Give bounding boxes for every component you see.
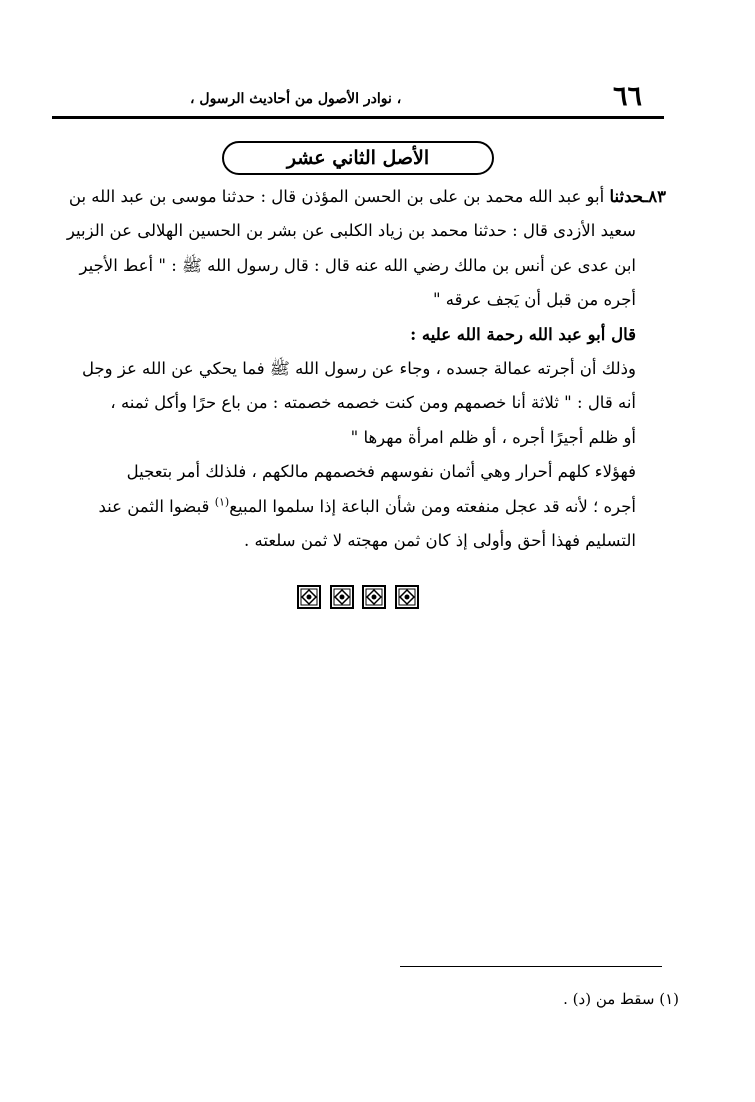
ornament-icon: [362, 585, 386, 609]
hadith-number: ٨٣ـ: [643, 187, 666, 206]
footnote-rule: [400, 966, 662, 967]
hadith-line-1: [54, 180, 666, 214]
hadith-line-2: سعيد الأزدى قال : حدثنا محمد بن زياد الكلبى عن بشر بن الحسين الهلالى عن الزبير: [66, 221, 636, 241]
section-divider-ornaments: [297, 585, 419, 609]
footnote-reference: (١): [214, 495, 230, 509]
footnote-marker: (١): [659, 990, 679, 1008]
page-number: ٦٦: [612, 81, 642, 112]
commentary-line-4: فهؤلاء كلهم أحرار وهي أثمان نفوسهم فخصمهم مالكهم ، فلذلك أمر بتعجيل: [126, 462, 636, 482]
chapter-title-box: [222, 141, 494, 175]
commentary-line-5: [54, 490, 666, 524]
ornament-icon: [330, 585, 354, 609]
commentary-line-1: وذلك أن أجرته عمالة جسده ، وجاء عن رسول الله ﷺ فما يحكي عن الله عز وجل: [81, 359, 636, 379]
hadith-lead: حدثنا: [609, 187, 644, 206]
hadith-text-1: أبو عبد الله محمد بن على بن الحسن المؤذن قال : حدثنا موسى بن عبد الله بن: [68, 187, 605, 206]
chapter-title: الأصل الثاني عشر: [286, 147, 430, 169]
hadith-line-3: ابن عدى عن أنس بن مالك رضي الله عنه قال : قال رسول الله ﷺ : " أعط الأجير: [79, 255, 636, 275]
commentary-line-3: أو ظلم أجيرًا أجره ، أو ظلم امرأة مهرها ": [350, 427, 636, 447]
commentary-line-5-part-2: قبضوا الثمن عند: [98, 496, 215, 516]
hadith-line-4: أجره من قبل أن يَجف عرقه ": [432, 290, 636, 310]
commentary-line-5-part-1: أجره ؛ لأنه قد عجل منفعته ومن شأن الباعة إذا سلموا المبيع: [229, 496, 636, 516]
page-header: [52, 82, 664, 114]
ornament-icon: [395, 585, 419, 609]
footnote-text: سقط من (د) .: [563, 990, 655, 1008]
ornament-icon: [297, 585, 321, 609]
running-title: ، نوادر الأصول من أحاديث الرسول ،: [190, 91, 402, 107]
commentary-line-6: التسليم فهذا أحق وأولى إذ كان ثمن مهجته لا ثمن سلعته .: [244, 531, 636, 551]
header-rule: [52, 116, 664, 119]
commentary-line-2: أنه قال : " ثلاثة أنا خصمهم ومن كنت خصمه خصمته : من باع حرًا وأكل ثمنه ،: [110, 393, 636, 413]
footnote: [563, 986, 679, 1012]
body-text: [54, 180, 666, 558]
commentary-heading: قال أبو عبد الله رحمة الله عليه :: [410, 324, 636, 344]
